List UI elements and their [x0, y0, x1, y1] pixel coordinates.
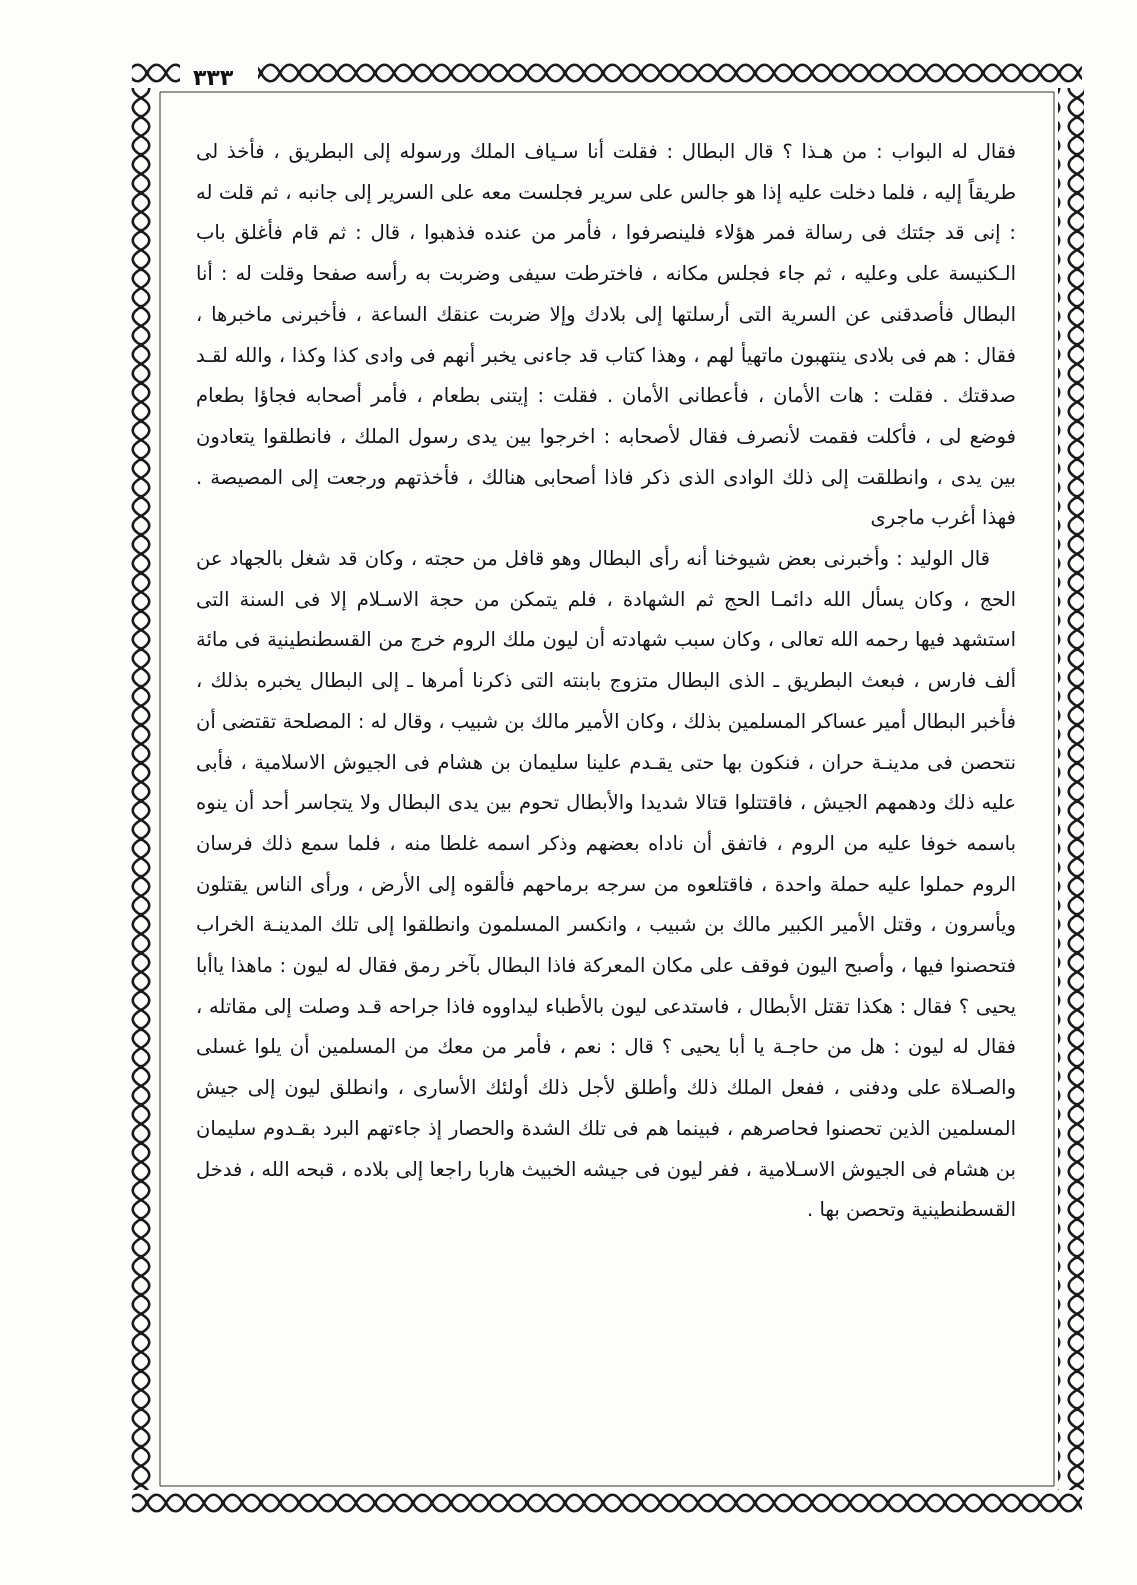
page-body	[196, 132, 1016, 1472]
paragraph-1: فقال له البواب : من هـذا ؟ قال البطال : فقلت أنا سـياف الملك ورسوله إلى البطريق ، فأخذ لى طريقاً إليه ، فلما دخلت عليه إذا هو جالس على سرير فجلست معه على السرير إلى جانبه ، ثم قلت له : إنى قد جئتك فى رسالة فمر هؤلاء فلينصرفوا ، فأمر من عنده فذهبوا ، قال : ثم قام فأغلق باب الـكنيسة على وعليه ، ثم جاء فجلس مكانه ، فاخترطت سيفى وضربت به رأسه صفحا وقلت له : أنا البطال فأصدقنى عن السرية التى أرسلتها إلى بلادك وإلا ضربت عنقك الساعة ، فأخبرنى ماخبرها ، فقال : هم فى بلادى ينتهبون ماتهيأ لهم ، وهذا كتاب قد جاءنى يخبر أنهم فى وادى كذا وكذا ، والله لقـد صدقتك . فقلت : هات الأمان ، فأعطانى الأمان . فقلت : إيتنى بطعام ، فأمر أصحابه فجاؤا بطعام فوضع لى ، فأكلت فقمت لأنصرف فقال لأصحابه : اخرجوا بين يدى رسول الملك ، فانطلقوا يتعادون بين يدى ، وانطلقت إلى ذلك الوادى الذى ذكر فاذا أصحابى هنالك ، فأخذتهم ورجعت إلى المصيصة . فهذا أغرب ماجرى	[196, 140, 1016, 530]
paragraph-2: قال الوليد : وأخبرنى بعض شيوخنا أنه رأى البطال وهو قافل من حجته ، وكان قد شغل بالجهاد عن الحج ، وكان يسأل الله دائمـا الحج ثم الشهادة ، فلم يتمكن من حجة الاسـلام إلا فى السنة التى استشهد فيها رحمه الله تعالى ، وكان سبب شهادته أن ليون ملك الروم خرج من القسطنطينية فى مائة ألف فارس ، فبعث البطريق ـ الذى البطال متزوج بابنته التى ذكرنا أمرها ـ إلى البطال يخبره بذلك ، فأخبر البطال أمير عساكر المسلمين بذلك ، وكان الأمير مالك بن شبيب ، وقال له : المصلحة تقتضى أن نتحصن فى مدينـة حران ، فنكون بها حتى يقـدم علينا سليمان بن هشام فى الجيوش الاسلامية ، فأبى عليه ذلك ودهمهم الجيش ، فاقتتلوا قتالا شديدا والأبطال تحوم بين يدى البطال ولا يتجاسر أحد أن ينوه باسمه خوفا عليه من الروم ، فاتفق أن ناداه بعضهم وذكر اسمه غلطا منه ، فلما سمع ذلك فرسان الروم حملوا عليه حملة واحدة ، فاقتلعوه من سرجه برماحهم فألقوه إلى الأرض ، ورأى الناس يقتلون ويأسرون ، وقتل الأمير الكبير مالك بن شبيب ، وانكسر المسلمون وانطلقوا إلى تلك المدينـة الخراب فتحصنوا فيها ، وأصبح اليون فوقف على مكان المعركة فاذا البطال بآخر رمق فقال له ليون : ماهذا ياأبا يحيى ؟ فقال : هكذا تقتل الأبطال ، فاستدعى ليون بالأطباء ليداووه فاذا جراحه قـد وصلت إلى مقاتله ، فقال له ليون : هل من حاجـة يا أبا يحيى ؟ قال : نعم ، فأمر من معك من المسلمين أن يلوا غسلى والصـلاة على ودفنى ، ففعل الملك ذلك وأطلق لأجل ذلك أولئك الأسارى ، وانطلق ليون إلى جيش المسلمين الذين تحصنوا فحاصرهم ، فبينما هم فى تلك الشدة والحصار إذ جاءتهم البرد بقـدوم سليمان بن هشام فى الجيوش الاسـلامية ، ففر ليون فى جيشه الخبيث هاربا راجعا إلى بلاده ، قبحه الله ، فدخل القسطنطينية وتحصن بها .	[196, 547, 1016, 1222]
page-number: ٣٣٣	[193, 66, 234, 91]
